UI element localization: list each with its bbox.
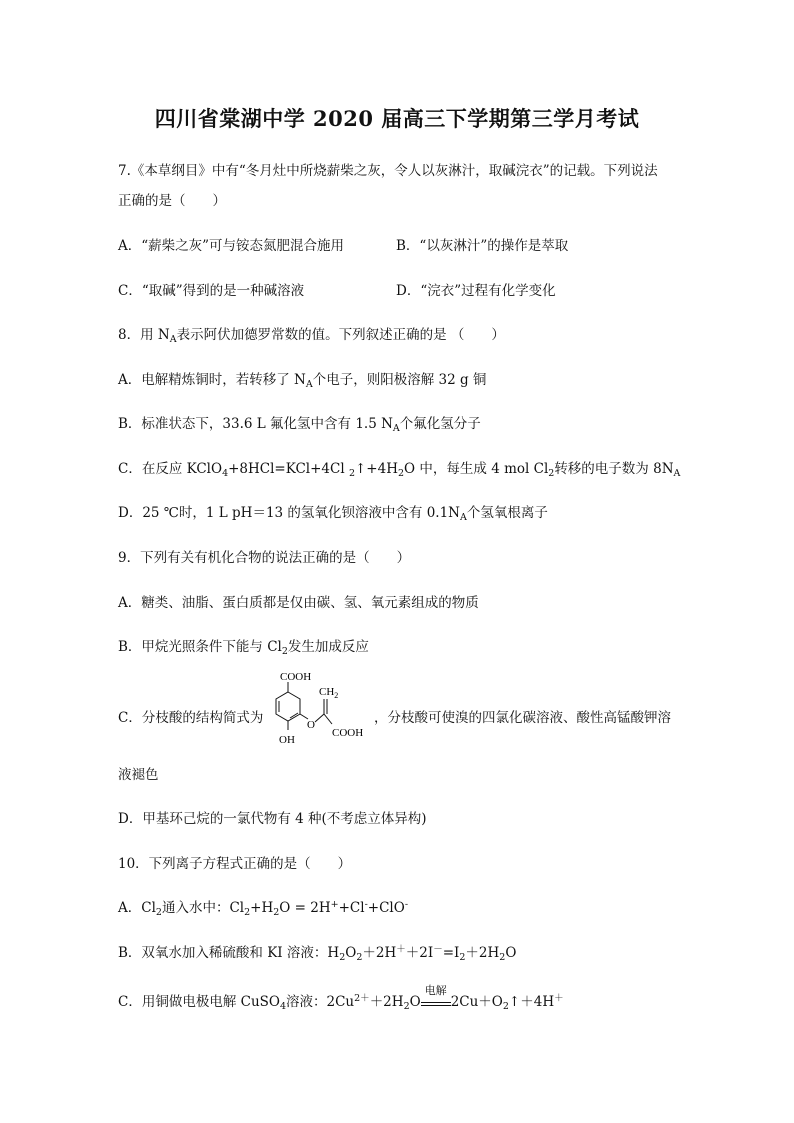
q10-b-s2: 2 [356,952,363,963]
q9-option-d: D．甲基环己烷的一氯代物有 4 种(不考虑立体异构) [118,811,427,827]
q8-option-c [118,457,680,479]
q7-option-d: D．“浣衣”过程有化学变化 [396,283,556,299]
q8-option-a [118,368,486,390]
q8-c-t3: ↑+4H [355,461,398,477]
q10-a-t3: +H [250,900,274,916]
q9-option-b [118,635,369,657]
q10-a-t6: +ClO [367,900,405,916]
q8-b-text: B．标准状态下，33.6 L 氟化氢中含有 1.5 N [118,416,393,432]
q8-d-text: D．25 ℃时，1 L pH＝13 的氢氧化钡溶液中含有 0.1N [118,505,460,521]
q8-c-s3: 2 [398,468,405,479]
q8-stem-sub: A [169,334,177,345]
chorismic-acid-structure [262,668,374,754]
q7-option-c: C．“取碱”得到的是一种碱溶液 [118,283,305,299]
q8-stem [118,323,505,345]
q10-c-t3: ＋2H [369,994,404,1010]
q10-option-a [118,896,408,918]
q8-a-text-2: 个电子，则阳极溶解 32 g 铜 [312,372,487,388]
q8-b-text-2: 个氟化氢分子 [399,416,481,432]
q7-option-b: B．“以灰淋汁”的操作是萃取 [396,238,569,254]
q9-option-a: A．糖类、油脂、蛋白质都是仅由碳、氢、氧元素组成的物质 [118,595,479,611]
q8-c-s1: 4 [222,468,229,479]
q10-a-sup2: - [364,899,368,910]
q10-b-s1: 2 [339,952,346,963]
q9-option-c: C．分枝酸的结构简式为 [118,710,264,726]
q10-a-s2: 2 [244,907,251,918]
electrolysis-condition [421,984,451,1006]
q10-b-s3: 2 [459,952,466,963]
q10-b-t7: O [505,945,517,961]
q8-d-text-2: 个氢氧根离子 [466,505,548,521]
q10-c-t4: O [409,994,421,1010]
struct-cooh-top: COOH [280,671,312,683]
q10-b-sup2: － [433,944,443,955]
q8-b-sub: A [392,423,400,434]
q10-option-c [118,984,564,1012]
q10-c-t5: 2Cu＋O [450,994,503,1010]
q10-a-sup3: - [404,899,409,910]
q10-b-t3: ＋2H [362,945,397,961]
q8-option-d [118,501,548,523]
q7-option-a: A．“薪柴之灰”可与铵态氮肥混合施用 [118,238,345,254]
q10-b-t1: B．双氧水加入稀硫酸和 KI 溶液：H [118,945,340,961]
q10-b-sup1: ＋ [396,944,406,955]
q10-b-t6: ＋2H [465,945,500,961]
q10-a-s3: 2 [273,907,280,918]
electrolysis-label: 电解 [424,984,447,997]
q7-stem-line1: 7.《本草纲目》中有“冬月灶中所烧薪柴之灰，令人以灰淋汁，取碱浣衣”的记载。下列说法 [118,163,658,179]
q10-b-t2: O [345,945,357,961]
q10-c-t2: 溶液：2Cu [286,994,355,1010]
q10-a-s1: 2 [155,907,162,918]
q8-c-s2: 2 [348,468,355,479]
q10-c-t1: C．用铜做电极电解 CuSO [118,994,280,1010]
q8-c-t5: 转移的电子数为 8N [554,461,674,477]
q9-option-c-line2: 液褪色 [118,767,159,783]
struct-ch2: $CH_2$ [319,686,339,700]
q8-c-t2: +8HCl=KCl+4Cl [228,461,349,477]
q10-a-t5: +Cl [338,900,365,916]
q10-a-t2: 通入水中：Cl [161,900,245,916]
q9-b-sub: 2 [281,646,288,657]
q10-c-sup1: 2＋ [354,993,370,1004]
q10-a-t4: O = 2H [279,900,331,916]
q8-a-sub: A [305,379,313,390]
page-title: 四川省棠湖中学 2020 届高三下学期第三学月考试 [154,106,640,131]
struct-oh: OH [279,734,295,746]
q10-c-s1: 4 [279,1001,287,1012]
q10-b-s4: 2 [499,952,506,963]
q8-d-sub: A [460,512,467,523]
q8-c-t1: C．在反应 KClO [118,461,223,477]
struct-cooh-right: COOH [332,727,364,739]
q8-option-b [118,412,481,434]
q10-b-t5: =I [442,945,460,961]
q10-c-sup2: ＋ [554,993,564,1004]
q10-stem: 10．下列离子方程式正确的是（ ） [118,856,352,872]
q10-c-s2: 2 [403,1001,410,1012]
q10-c-s3: 2 [502,1001,509,1012]
q9-stem: 9．下列有关有机化合物的说法正确的是（ ） [118,550,411,566]
q7-stem-line2: 正确的是（ ） [118,193,226,209]
q8-c-t4: O 中，每生成 4 mol Cl [404,461,549,477]
q8-c-s4: 2 [548,468,555,479]
q8-a-text: A．电解精炼铜时，若转移了 N [118,372,306,388]
q9-b-text: B．甲烷光照条件下能与 Cl [118,639,282,655]
q10-a-t1: A．Cl [118,900,156,916]
q10-a-sup1: + [330,899,339,910]
q10-b-t4: ＋2I [405,945,434,961]
struct-o: O [307,719,315,731]
q10-c-t6: ↑＋4H [508,994,555,1010]
q8-stem-text: 8．用 N [118,327,170,343]
q9-b-text-2: 发生加成反应 [287,639,369,655]
q10-option-b [118,941,516,963]
q8-stem-text-2: 表示阿伏加德罗常数的值。下列叙述正确的是 （ ） [176,327,505,343]
q9-option-c-cont: ，分枝酸可使溴的四氯化碳溶液、酸性高锰酸钾溶 [374,710,671,726]
q8-c-s5: A [673,468,681,479]
